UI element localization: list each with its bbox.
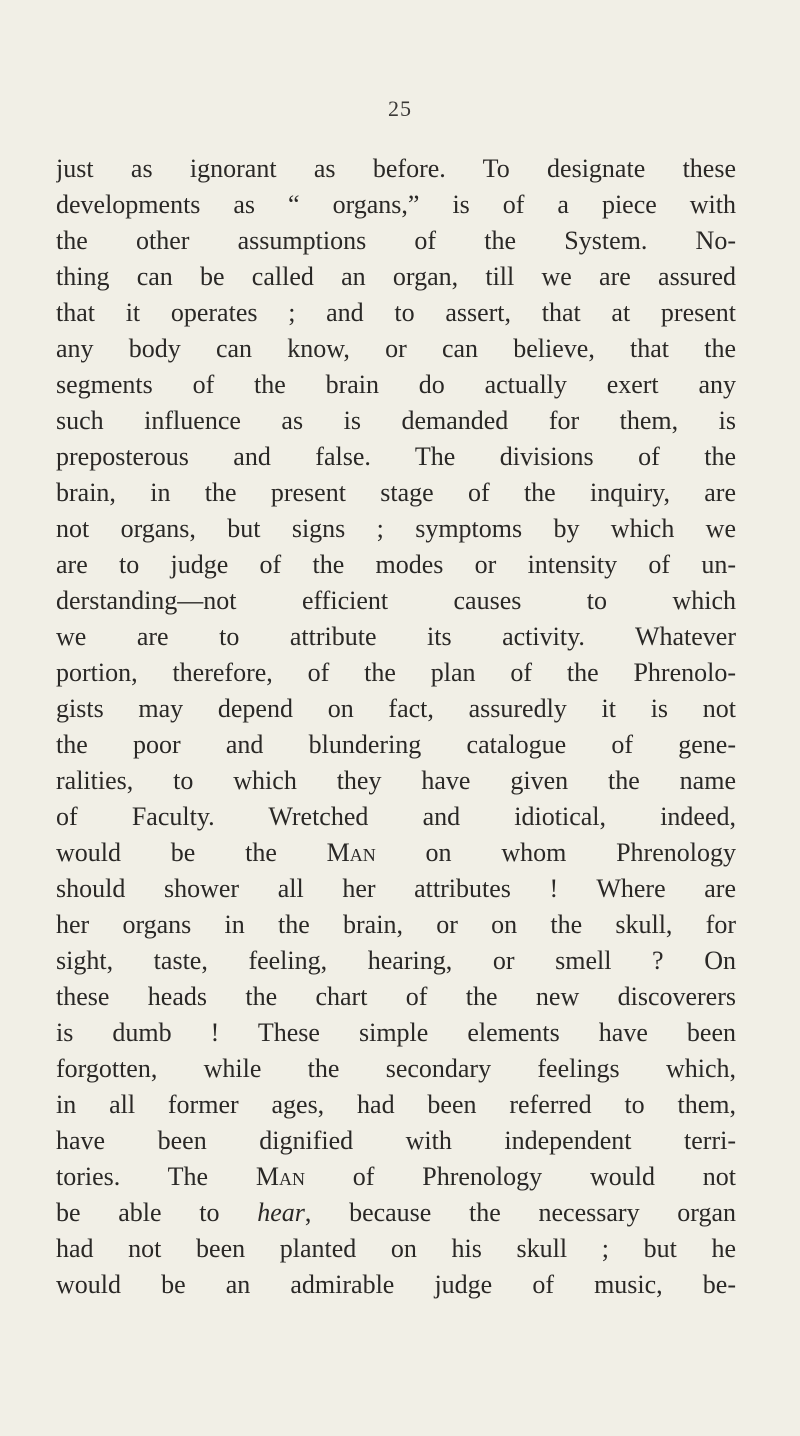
text-line: that it operates ; and to assert, that at present (56, 298, 736, 327)
body-text (56, 151, 736, 1303)
text-line: portion, therefore, of the plan of the Phrenolo- (56, 658, 736, 687)
text-segment: of Phrenology would not (304, 1162, 736, 1191)
text-line: these heads the chart of the new discoverers (56, 982, 736, 1011)
text-segment: , because the necessary organ (304, 1198, 736, 1227)
text-line: the poor and blundering catalogue of gene- (56, 730, 736, 759)
text-line: not organs, but signs ; symptoms by which we (56, 514, 736, 543)
text-line: the other assumptions of the System. No- (56, 226, 736, 255)
text-line: have been dignified with independent terri- (56, 1126, 736, 1155)
text-line: sight, taste, feeling, hearing, or smell ? On (56, 946, 736, 975)
text-line: such influence as is demanded for them, is (56, 406, 736, 435)
text-line: thing can be called an organ, till we are assured (56, 262, 736, 291)
italic-word: hear (257, 1198, 305, 1227)
text-segment: be able to (56, 1198, 258, 1227)
text-line: are to judge of the modes or intensity of un- (56, 550, 736, 579)
text-segment: on whom Phrenology (375, 838, 736, 867)
text-line: derstanding—not efficient causes to which (56, 586, 736, 615)
text-line (56, 1159, 736, 1195)
text-line: in all former ages, had been referred to them, (56, 1090, 736, 1119)
text-line: developments as “ organs,” is of a piece with (56, 190, 736, 219)
text-line (56, 835, 736, 871)
page-number: 25 (388, 96, 412, 121)
text-line: preposterous and false. The divisions of the (56, 442, 736, 471)
text-line: her organs in the brain, or on the skull, for (56, 910, 736, 939)
text-line: segments of the brain do actually exert any (56, 370, 736, 399)
text-line: had not been planted on his skull ; but he (56, 1234, 736, 1263)
text-line: ralities, to which they have given the name (56, 766, 736, 795)
text-segment: would be the (56, 838, 327, 867)
text-line: is dumb ! These simple elements have been (56, 1018, 736, 1047)
text-line: just as ignorant as before. To designate these (56, 154, 736, 183)
text-line (56, 1195, 736, 1231)
text-segment: tories. The (56, 1162, 256, 1191)
text-line: would be an admirable judge of music, be- (56, 1270, 736, 1299)
small-caps-word: Man (255, 1162, 305, 1191)
text-line: gists may depend on fact, assuredly it is not (56, 694, 736, 723)
text-line: forgotten, while the secondary feelings which, (56, 1054, 736, 1083)
text-line: we are to attribute its activity. Whatever (56, 622, 736, 651)
text-line: brain, in the present stage of the inquiry, are (56, 478, 736, 507)
small-caps-word: Man (326, 838, 376, 867)
text-line: any body can know, or can believe, that the (56, 334, 736, 363)
text-line: should shower all her attributes ! Where are (56, 874, 736, 903)
text-line: of Faculty. Wretched and idiotical, indeed, (56, 802, 736, 831)
